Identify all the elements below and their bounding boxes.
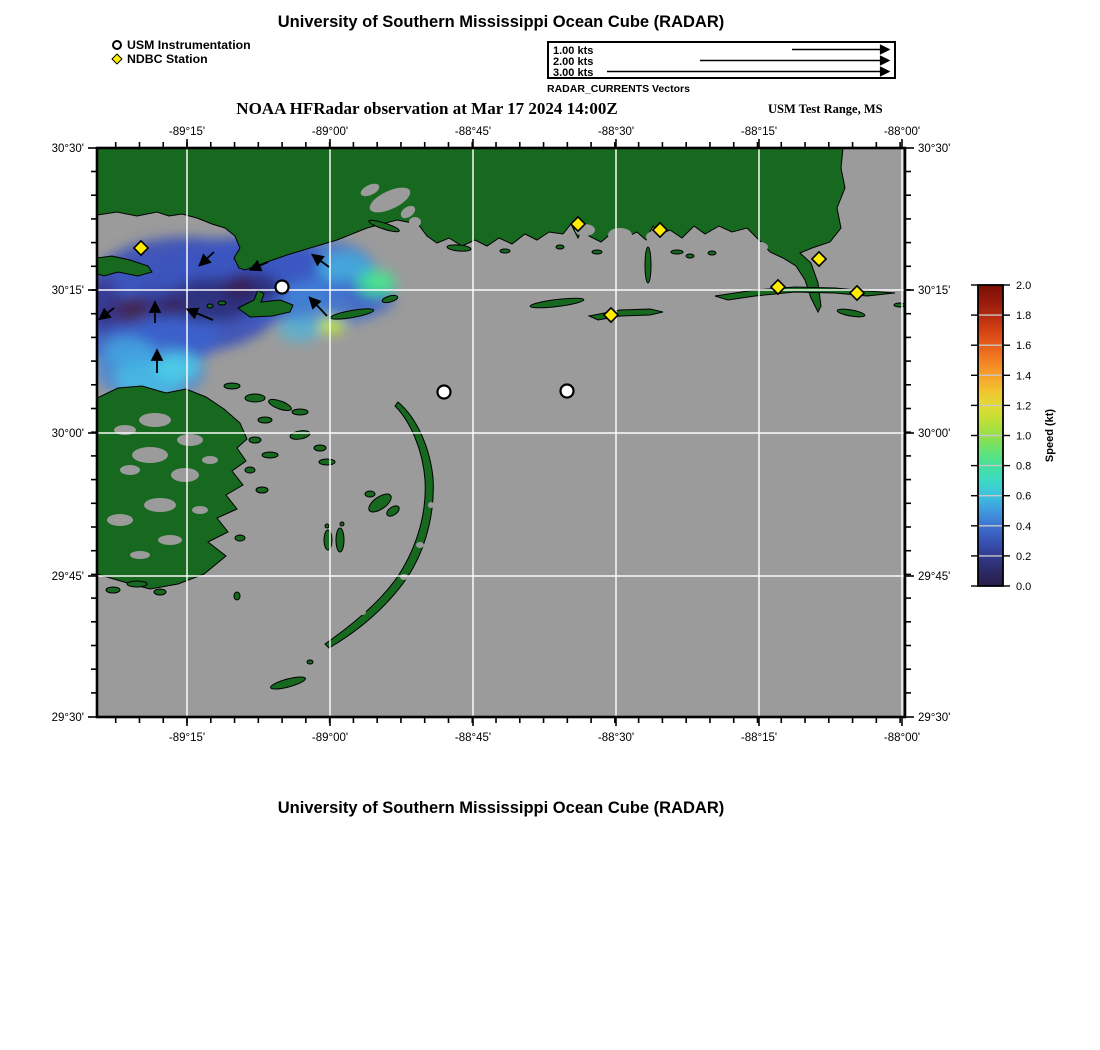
- svg-text:-88°00': -88°00': [883, 126, 921, 138]
- svg-text:-88°45': -88°45': [454, 126, 492, 138]
- svg-text:0.6: 0.6: [1016, 490, 1032, 503]
- usm-instrumentation-icon: [112, 40, 122, 50]
- svg-text:Speed (kt): Speed (kt): [1044, 408, 1056, 463]
- test-range-label: USM Test Range, MS: [768, 102, 883, 116]
- svg-text:-88°15': -88°15': [740, 732, 778, 744]
- speed-colorbar: [971, 280, 1056, 593]
- svg-text:-88°00': -88°00': [883, 732, 921, 744]
- legend-usm-label: USM Instrumentation: [127, 38, 251, 52]
- observation-title: NOAA HFRadar observation at Mar 17 2024 14:00Z: [236, 99, 618, 118]
- svg-text:30°15': 30°15': [51, 285, 84, 297]
- svg-text:0.4: 0.4: [1016, 520, 1032, 533]
- svg-text:-89°15': -89°15': [168, 732, 206, 744]
- svg-text:-88°30': -88°30': [597, 732, 635, 744]
- svg-text:0.2: 0.2: [1016, 550, 1032, 563]
- svg-text:30°00': 30°00': [51, 428, 84, 440]
- svg-text:-88°15': -88°15': [740, 126, 778, 138]
- vector-scale-box: [547, 41, 896, 79]
- svg-text:-88°45': -88°45': [454, 732, 492, 744]
- svg-text:30°00': 30°00': [918, 428, 951, 440]
- footer-title: University of Southern Mississippi Ocean Cube (RADAR): [277, 799, 725, 817]
- svg-text:1.2: 1.2: [1016, 400, 1032, 413]
- page-title: University of Southern Mississippi Ocean Cube (RADAR): [277, 13, 725, 31]
- legend-ndbc-label: NDBC Station: [127, 52, 208, 66]
- scale-2kt-label: 2.00 kts: [553, 56, 594, 68]
- svg-text:29°45': 29°45': [918, 571, 951, 583]
- svg-text:1.8: 1.8: [1016, 310, 1032, 323]
- svg-text:1.0: 1.0: [1016, 430, 1032, 443]
- svg-text:30°15': 30°15': [918, 285, 951, 297]
- svg-text:0.8: 0.8: [1016, 460, 1032, 473]
- svg-text:2.0: 2.0: [1016, 280, 1032, 292]
- svg-text:29°30': 29°30': [918, 712, 951, 724]
- svg-text:30°30': 30°30': [918, 143, 951, 155]
- svg-text:29°30': 29°30': [51, 712, 84, 724]
- svg-text:-89°15': -89°15': [168, 126, 206, 138]
- svg-text:0.0: 0.0: [1016, 581, 1032, 593]
- svg-text:-88°30': -88°30': [597, 126, 635, 138]
- svg-text:1.4: 1.4: [1016, 370, 1032, 383]
- scale-1kt-label: 1.00 kts: [553, 45, 594, 57]
- vector-scale-caption: RADAR_CURRENTS Vectors: [547, 83, 690, 95]
- svg-text:-89°00': -89°00': [311, 126, 349, 138]
- svg-text:1.6: 1.6: [1016, 340, 1032, 353]
- scale-3kt-label: 3.00 kts: [553, 67, 594, 79]
- svg-text:-89°00': -89°00': [311, 732, 349, 744]
- svg-text:29°45': 29°45': [51, 571, 84, 583]
- svg-text:30°30': 30°30': [51, 143, 84, 155]
